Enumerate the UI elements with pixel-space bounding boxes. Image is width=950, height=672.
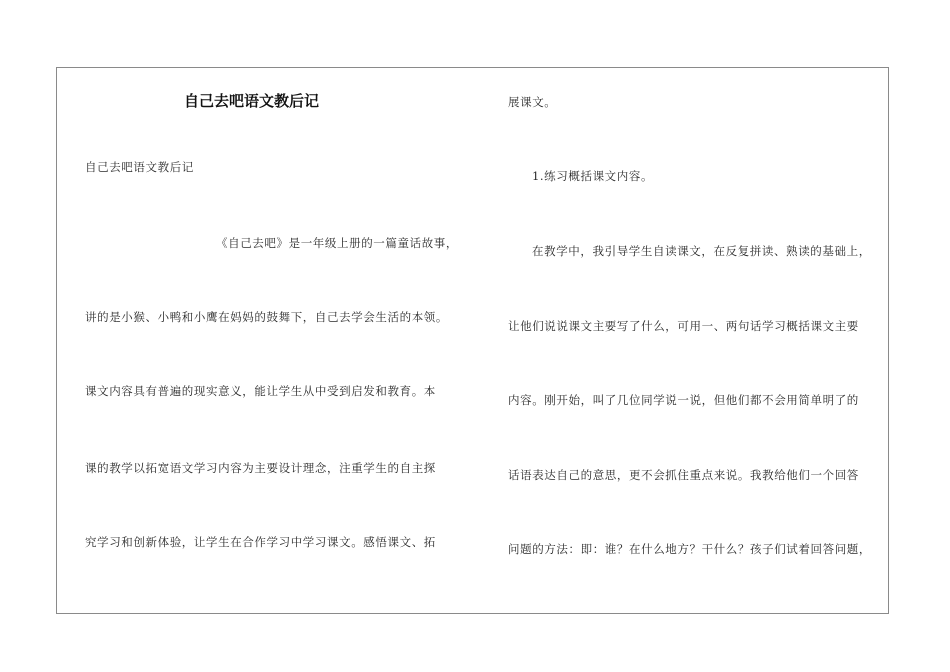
- paragraph-line: 让他们说说课文主要写了什么，可用一、两句话学习概括课文主要: [508, 319, 859, 333]
- document-title: 自己去吧语文教后记: [184, 92, 320, 110]
- section-heading: 1.练习概括课文内容。: [532, 169, 654, 183]
- paragraph-line: 展课文。: [508, 95, 557, 109]
- paragraph-line: 内容。刚开始，叫了几位同学说一说，但他们都不会用简单明了的: [508, 393, 859, 407]
- paragraph-line: 讲的是小猴、小鸭和小鹰在妈妈的鼓舞下，自己去学会生活的本领。: [85, 310, 448, 324]
- document-subtitle: 自己去吧语文教后记: [85, 160, 194, 174]
- page-frame: [56, 67, 889, 614]
- paragraph-line: 话语表达自己的意思，更不会抓住重点来说。我教给他们一个回答: [508, 468, 859, 482]
- paragraph-line: 课的教学以拓宽语文学习内容为主要设计理念，注重学生的自主探: [85, 461, 436, 475]
- paragraph-line: 课文内容具有普遍的现实意义，能让学生从中受到启发和教育。本: [85, 384, 436, 398]
- paragraph-line: 《自己去吧》是一年级上册的一篇童话故事，: [216, 236, 458, 250]
- paragraph-line: 究学习和创新体验，让学生在合作学习中学习课文。感悟课文、拓: [85, 535, 436, 549]
- paragraph-line: 问题的方法：即：谁？在什么地方？干什么？孩子们试着回答问题，: [508, 542, 871, 556]
- paragraph-line: 在教学中，我引导学生自读课文，在反复拼读、熟读的基础上，: [532, 244, 871, 258]
